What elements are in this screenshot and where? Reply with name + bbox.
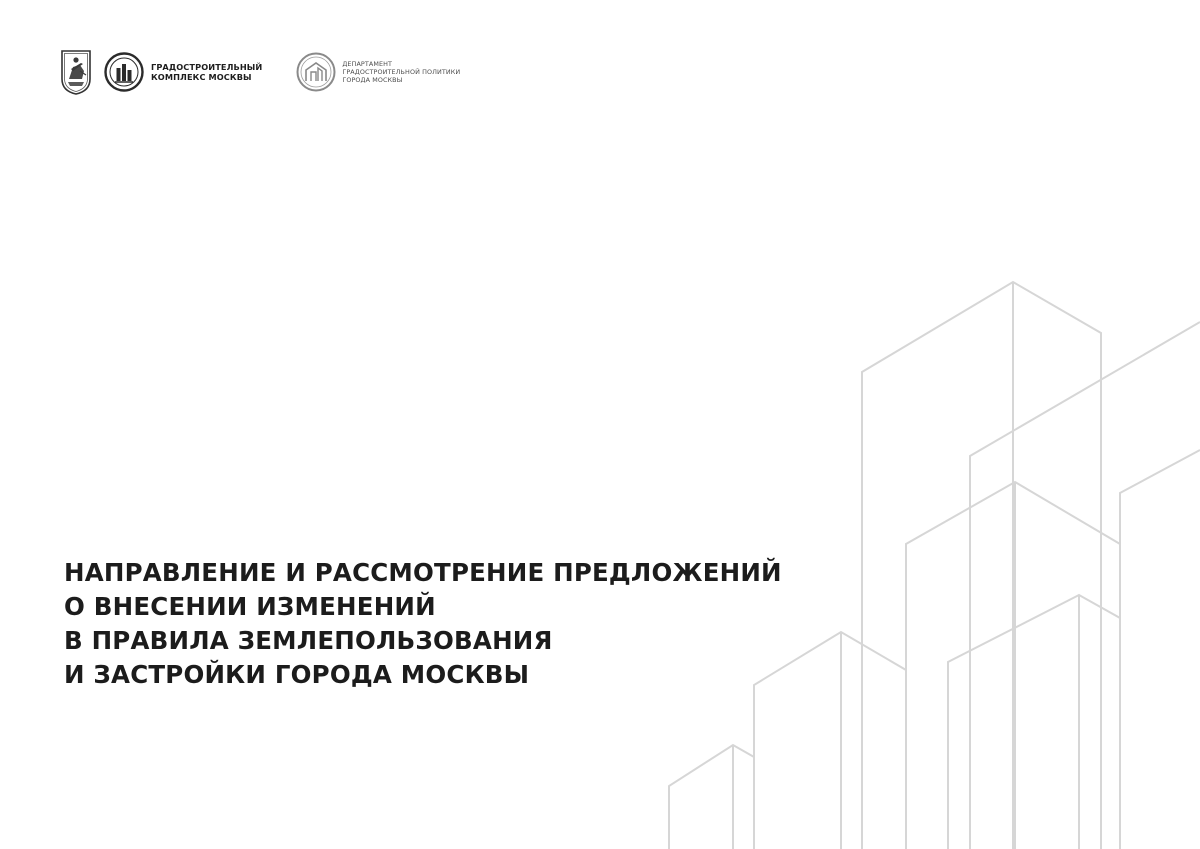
department-title-line1: ДЕПАРТАМЕНТ xyxy=(342,59,393,68)
page-title-line2: О ВНЕСЕНИИ ИЗМЕНЕНИЙ xyxy=(64,592,436,621)
building-small-left xyxy=(669,745,754,849)
department-title-line2: ГРАДОСТРОИТЕЛЬНОЙ ПОЛИТИКИ xyxy=(342,67,461,76)
department-icon xyxy=(296,52,336,92)
page-title-line1: НАПРАВЛЕНИЕ И РАССМОТРЕНИЕ ПРЕДЛОЖЕНИЙ xyxy=(64,558,782,587)
department-logo xyxy=(296,52,460,92)
building-tall-center xyxy=(862,282,1101,849)
building-right-back xyxy=(970,322,1200,849)
gk-title xyxy=(151,62,262,82)
building-front-right xyxy=(948,595,1120,849)
building-right-far xyxy=(1120,450,1200,849)
page-title-line3: В ПРАВИЛА ЗЕМЛЕПОЛЬЗОВАНИЯ xyxy=(64,626,553,655)
gk-title-line2: КОМПЛЕКС МОСКВЫ xyxy=(151,72,252,82)
building-middle xyxy=(906,482,1120,849)
page-title-line4: И ЗАСТРОЙКИ ГОРОДА МОСКВЫ xyxy=(64,660,530,689)
header xyxy=(60,48,460,96)
gradostroitelny-kompleks-logo xyxy=(104,52,262,92)
gradostroitelny-kompleks-icon xyxy=(104,52,144,92)
moscow-coat-of-arms-icon xyxy=(60,49,92,95)
gk-title-line1: ГРАДОСТРОИТЕЛЬНЫЙ xyxy=(151,62,263,72)
department-title xyxy=(342,60,460,85)
page-title xyxy=(64,556,782,692)
department-title-line3: ГОРОДА МОСКВЫ xyxy=(342,76,403,85)
